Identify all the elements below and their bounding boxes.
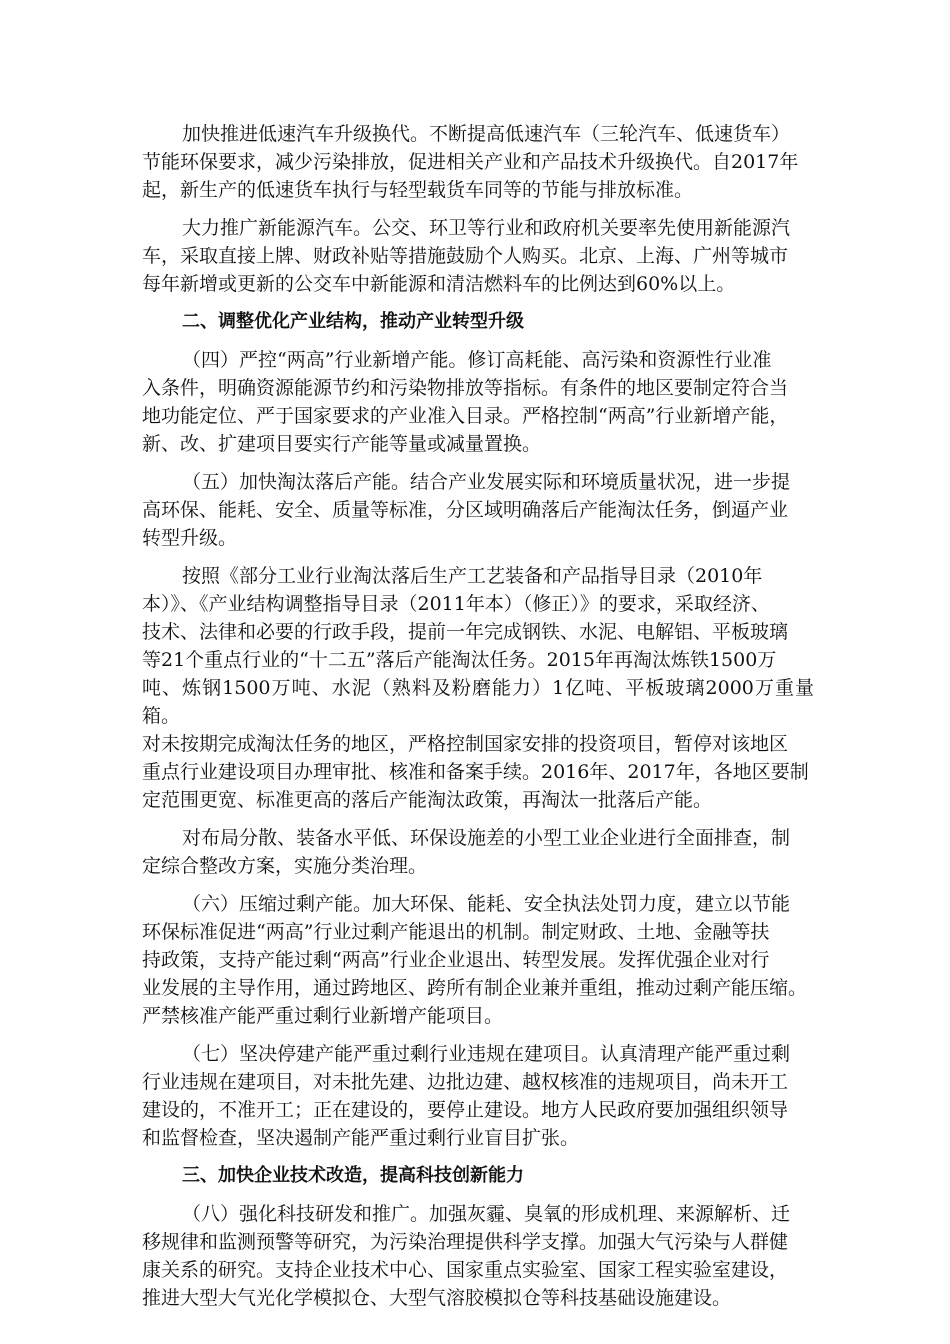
paragraph-low-speed-vehicles: 加快推进低速汽车升级换代。不断提高低速汽车（三轮汽车、低速货车） 节能环保要求，减少污染排放，促进相关产业和产品技术升级换代。自2017年 起，新生产的低速货车执行与轻型载货车同等的节能与排放标准。 (142, 123, 799, 201)
paragraph-new-energy-vehicles: 大力推广新能源汽车。公交、环卫等行业和政府机关要率先使用新能源汽 车，采取直接上牌、财政补贴等措施鼓励个人购买。北京、上海、广州等城市 每年新增或更新的公交车中新能源和清洁燃料车的比例达到60%以上。 (142, 217, 791, 295)
paragraph-item-8: （八）强化科技研发和推广。加强灰霾、臭氧的形成机理、来源解析、迁 移规律和监测预警等研究，为污染治理提供科学支撑。加强大气污染与人群健 康关系的研究。支持企业技术中心、国家重点实验室、国家工程实验室建设， 推进大型大气光化学模拟仓、大型气溶胶模拟仓等科技基础设施建设。 (142, 1203, 791, 1309)
paragraph-catalog-requirements: 按照《部分工业行业淘汰落后生产工艺装备和产品指导目录（2010年 本）》、《产业结构调整指导目录（2011年本）（修正）》的要求，采取经济、 技术、法律和必要的行政手段，提前一年完成钢铁、水泥、电解铝、平板玻璃 等21个重点行业的“十二五”落后产能淘汰任务。2015年再淘汰炼铁1500万 吨、炼钢1500万吨、水泥（熟料及粉磨能力）1亿吨、平板玻璃2000万重量箱。 对未按期完成淘汰任务的地区，严格控制国家安排的投资项目，暂停对该地区 重点行业建设项目办理审批、核准和备案手续。2016年、2017年，各地区要制 定范围更宽、标准更高的落后产能淘汰政策，再淘汰一批落后产能。 (142, 565, 814, 811)
paragraph-item-5: （五）加快淘汰落后产能。结合产业发展实际和环境质量状况，进一步提 高环保、能耗、安全、质量等标准，分区域明确落后产能淘汰任务，倒逼产业 转型升级。 (142, 471, 791, 549)
paragraph-small-enterprises: 对布局分散、装备水平低、环保设施差的小型工业企业进行全面排查，制 定综合整改方案，实施分类治理。 (142, 827, 791, 877)
section-heading-2: 二、调整优化产业结构，推动产业转型升级 (182, 311, 524, 332)
document-body (142, 120, 814, 1322)
paragraph-item-6: （六）压缩过剩产能。加大环保、能耗、安全执法处罚力度，建立以节能 环保标准促进“两高”行业过剩产能退出的机制。制定财政、土地、金融等扶 持政策，支持产能过剩“两高”行业企业退出、转型发展。发挥优强企业对行 业发展的主导作用，通过跨地区、跨所有制企业兼并重组，推动过剩产能压缩。 严禁核准产能严重过剩行业新增产能项目。 (142, 893, 808, 1027)
paragraph-item-7: （七）坚决停建产能严重过剩行业违规在建项目。认真清理产能严重过剩 行业违规在建项目，对未批先建、边批边建、越权核准的违规项目，尚未开工 建设的，不准开工；正在建设的，要停止建设。地方人民政府要加强组织领导 和监督检查，坚决遏制产能严重过剩行业盲目扩张。 (142, 1043, 791, 1149)
section-heading-3: 三、加快企业技术改造，提高科技创新能力 (182, 1165, 524, 1186)
paragraph-item-4: （四）严控“两高”行业新增产能。修订高耗能、高污染和资源性行业准 入条件，明确资源能源节约和污染物排放等指标。有条件的地区要制定符合当 地功能定位、严于国家要求的产业准入目录。严格控制“两高”行业新增产能， 新、改、扩建项目要实行产能等量或减量置换。 (142, 349, 789, 455)
